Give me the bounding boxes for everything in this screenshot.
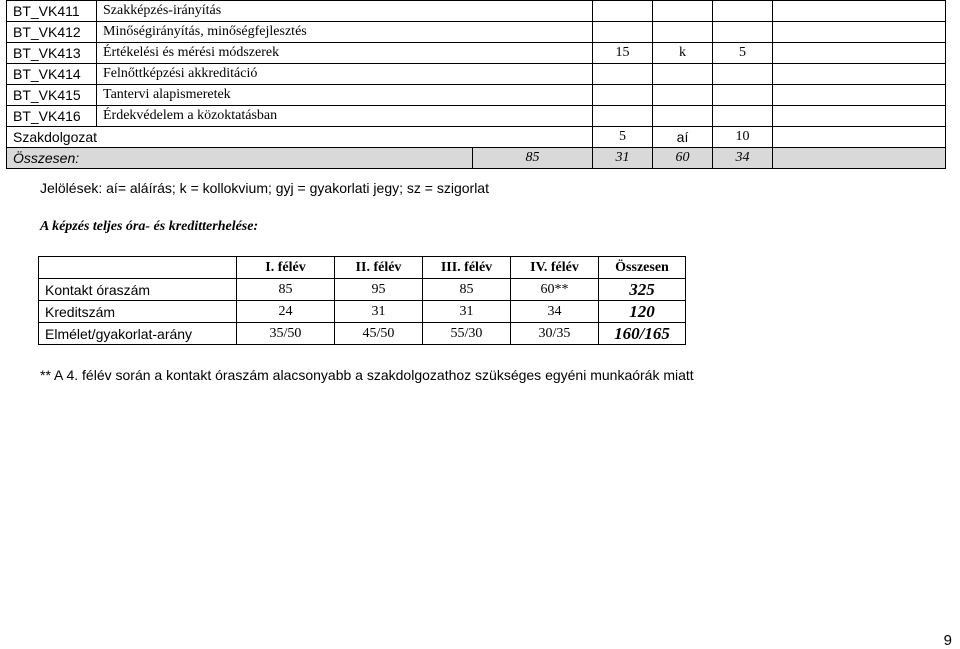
course-code: BT_VK415 <box>7 85 97 106</box>
course-code: BT_VK412 <box>7 22 97 43</box>
course-row <box>7 22 946 43</box>
course-name: Felnőttképzési akkreditáció <box>97 64 593 85</box>
thesis-row <box>7 127 946 148</box>
course-extra <box>773 64 946 85</box>
summary-value: 55/30 <box>423 323 511 345</box>
course-table <box>6 0 946 169</box>
summary-value: 85 <box>423 279 511 301</box>
course-name: Érdekvédelem a közoktatásban <box>97 106 593 127</box>
thesis-label: Szakdolgozat <box>7 127 593 148</box>
summary-value: 24 <box>237 301 335 323</box>
thesis-exam-type: aí <box>653 127 713 148</box>
summary-value: 95 <box>335 279 423 301</box>
summary-header: IV. félév <box>511 257 599 279</box>
summary-header: Összesen <box>599 257 686 279</box>
summary-row <box>39 279 686 301</box>
totals-value-3: 60 <box>653 148 713 169</box>
page-number: 9 <box>943 632 952 649</box>
course-extra <box>773 43 946 64</box>
summary-value: 34 <box>511 301 599 323</box>
course-row <box>7 43 946 64</box>
course-row <box>7 1 946 22</box>
summary-row-label: Kontakt óraszám <box>39 279 237 301</box>
totals-value-2: 31 <box>593 148 653 169</box>
course-code: BT_VK411 <box>7 1 97 22</box>
course-exam-type <box>653 1 713 22</box>
summary-table <box>38 256 686 345</box>
course-extra <box>773 1 946 22</box>
summary-header: II. félév <box>335 257 423 279</box>
course-credits <box>713 1 773 22</box>
course-exam-type: k <box>653 43 713 64</box>
legend-text: Jelölések: aí= aláírás; k = kollokvium; gyj = gyakorlati jegy; sz = szigorlat <box>40 180 489 196</box>
course-extra <box>773 85 946 106</box>
course-code: BT_VK413 <box>7 43 97 64</box>
course-credits <box>713 22 773 43</box>
course-credits <box>713 85 773 106</box>
summary-header: III. félév <box>423 257 511 279</box>
section-title: A képzés teljes óra- és kreditterhelése: <box>40 219 259 234</box>
summary-header-blank <box>39 257 237 279</box>
thesis-credits: 10 <box>713 127 773 148</box>
course-hours <box>593 106 653 127</box>
course-extra <box>773 22 946 43</box>
totals-value-4: 34 <box>713 148 773 169</box>
course-name: Tantervi alapismeretek <box>97 85 593 106</box>
summary-total: 325 <box>599 279 686 301</box>
course-name: Szakképzés-irányítás <box>97 1 593 22</box>
footnote: ** A 4. félév során a kontakt óraszám alacsonyabb a szakdolgozathoz szükséges egyéni munkaórák miatt <box>40 367 694 383</box>
summary-value: 60** <box>511 279 599 301</box>
course-row <box>7 64 946 85</box>
summary-row-label: Kreditszám <box>39 301 237 323</box>
summary-header: I. félév <box>237 257 335 279</box>
course-hours <box>593 22 653 43</box>
course-credits: 5 <box>713 43 773 64</box>
course-name: Minőségirányítás, minőségfejlesztés <box>97 22 593 43</box>
course-hours <box>593 85 653 106</box>
summary-total: 160/165 <box>599 323 686 345</box>
course-row <box>7 85 946 106</box>
course-hours <box>593 1 653 22</box>
thesis-hours: 5 <box>593 127 653 148</box>
course-hours: 15 <box>593 43 653 64</box>
summary-value: 85 <box>237 279 335 301</box>
summary-row-label: Elmélet/gyakorlat-arány <box>39 323 237 345</box>
summary-value: 45/50 <box>335 323 423 345</box>
summary-total: 120 <box>599 301 686 323</box>
summary-value: 31 <box>335 301 423 323</box>
summary-value: 30/35 <box>511 323 599 345</box>
course-hours <box>593 64 653 85</box>
totals-label: Összesen: <box>7 148 473 169</box>
thesis-extra <box>773 127 946 148</box>
totals-extra <box>773 148 946 169</box>
summary-value: 35/50 <box>237 323 335 345</box>
course-exam-type <box>653 22 713 43</box>
course-exam-type <box>653 106 713 127</box>
summary-value: 31 <box>423 301 511 323</box>
summary-header-row <box>39 257 686 279</box>
course-name: Értékelési és mérési módszerek <box>97 43 593 64</box>
course-credits <box>713 64 773 85</box>
totals-value-1: 85 <box>473 148 593 169</box>
course-code: BT_VK416 <box>7 106 97 127</box>
course-code: BT_VK414 <box>7 64 97 85</box>
course-extra <box>773 106 946 127</box>
summary-row <box>39 323 686 345</box>
summary-row <box>39 301 686 323</box>
course-row <box>7 106 946 127</box>
course-exam-type <box>653 64 713 85</box>
course-credits <box>713 106 773 127</box>
course-exam-type <box>653 85 713 106</box>
totals-row <box>7 148 946 169</box>
